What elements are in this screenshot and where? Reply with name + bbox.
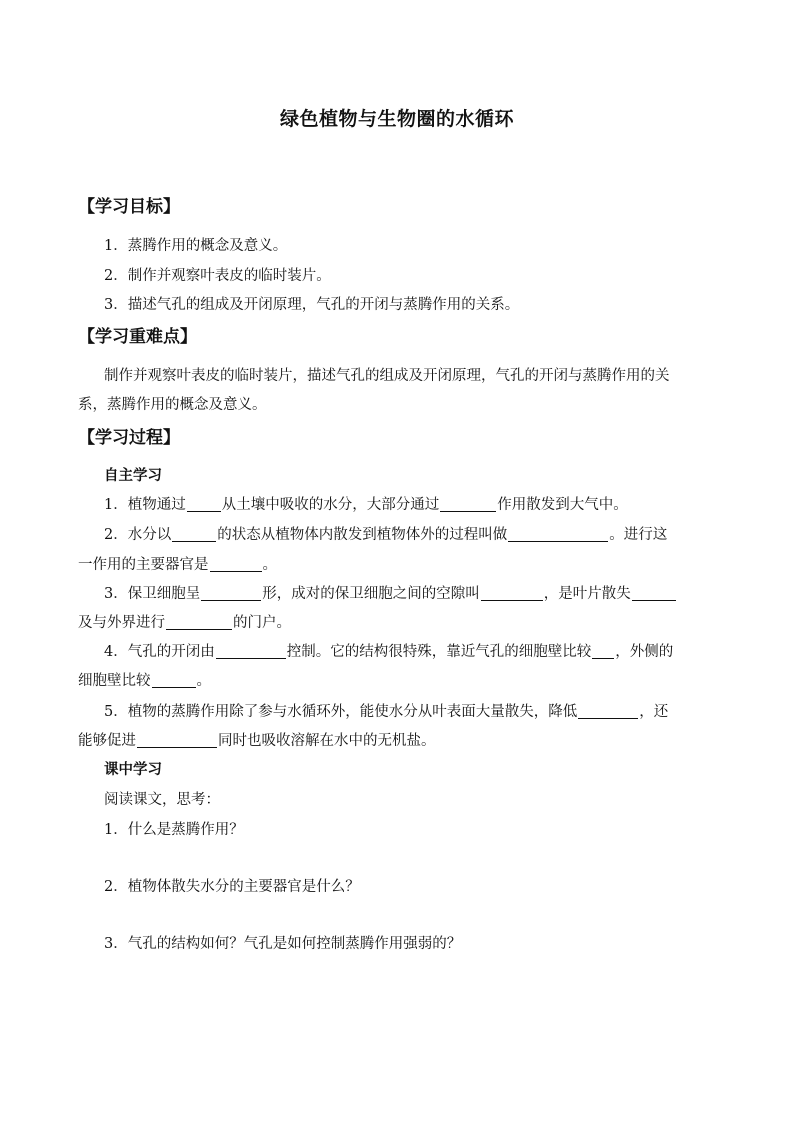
self-study-question-4-cont: 细胞壁比较 。 [78,673,211,689]
answer-blank[interactable] [187,496,221,512]
subheading-self-study: 自主学习 [104,467,162,484]
page-title: 绿色植物与生物圈的水循环 [279,108,514,130]
self-study-question-5-cont: 能够促进 同时也吸收溶解在水中的无机盐。 [78,733,436,749]
answer-blank[interactable] [632,585,676,601]
answer-blank[interactable] [592,643,614,659]
answer-blank[interactable] [172,526,216,542]
goal-item: 3．描述气孔的组成及开闭原理，气孔的开闭与蒸腾作用的关系。 [104,297,520,313]
subheading-class-study: 课中学习 [104,761,162,778]
class-study-question: 3．气孔的结构如何？气孔是如何控制蒸腾作用强弱的？ [104,936,462,952]
section-heading-process: 【学习过程】 [78,428,180,448]
answer-blank[interactable] [201,585,261,601]
answer-blank[interactable] [152,672,196,688]
section-heading-goals: 【学习目标】 [78,197,180,217]
self-study-question-1: 1．植物通过 从土壤中吸收的水分，大部分通过 作用散发到大气中。 [104,497,628,513]
answer-blank[interactable] [578,703,638,719]
key-points-line: 系，蒸腾作用的概念及意义。 [78,397,267,413]
answer-blank[interactable] [137,732,217,748]
key-points-line: 制作并观察叶表皮的临时装片，描述气孔的组成及开闭原理，气孔的开闭与蒸腾作用的关 [104,368,670,384]
section-heading-key-points: 【学习重难点】 [78,327,197,347]
self-study-question-2-cont: 一作用的主要器官是 。 [78,557,277,573]
answer-blank[interactable] [210,556,262,572]
class-study-intro: 阅读课文，思考： [104,792,220,808]
goal-item: 1．蒸腾作用的概念及意义。 [104,238,288,254]
answer-blank[interactable] [440,496,496,512]
answer-blank[interactable] [508,526,608,542]
answer-blank[interactable] [481,585,543,601]
class-study-question: 2．植物体散失水分的主要器官是什么？ [104,879,360,895]
self-study-question-3: 3．保卫细胞呈 形，成对的保卫细胞之间的空隙叫 ，是叶片散失 [104,582,723,603]
answer-blank[interactable] [216,643,286,659]
self-study-question-4: 4．气孔的开闭由 控制。它的结构很特殊，靠近气孔的细胞壁比较 ，外侧的 [104,644,674,660]
answer-blank[interactable] [166,614,232,630]
goal-item: 2．制作并观察叶表皮的临时装片。 [104,268,331,284]
self-study-question-3-cont: 及与外界进行 的门户。 [78,615,291,631]
class-study-question: 1．什么是蒸腾作用？ [104,822,244,838]
self-study-question-2: 2．水分以 的状态从植物体内散发到植物体外的过程叫做 。进行这 [104,527,668,543]
self-study-question-5: 5．植物的蒸腾作用除了参与水循环外，能使水分从叶表面大量散失，降低 ，还 [104,704,669,720]
